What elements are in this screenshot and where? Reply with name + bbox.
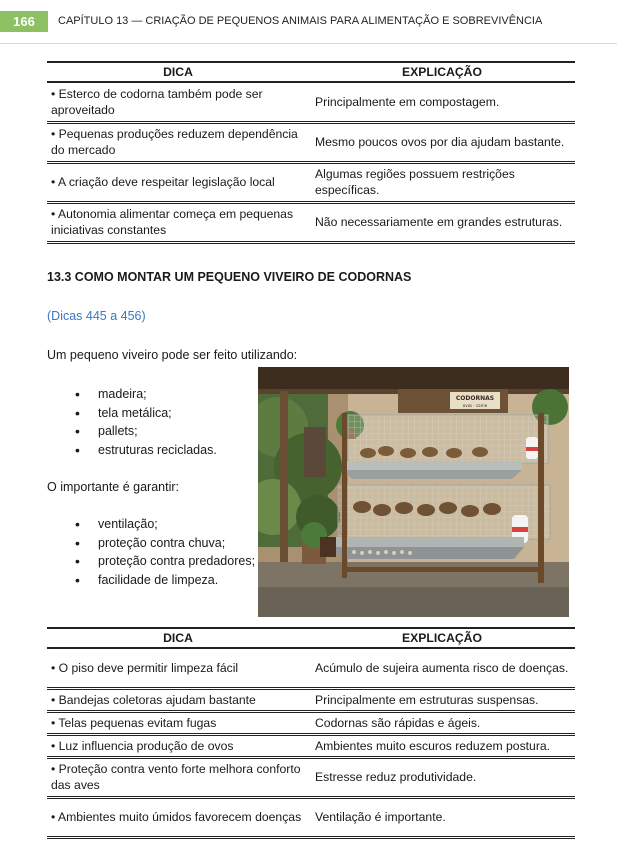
page-number: 166	[0, 11, 48, 32]
column-header-explanation: EXPLICAÇÃO	[309, 628, 575, 648]
explanation-cell: Estresse reduz produtividade.	[309, 757, 575, 797]
photo-illustration	[258, 367, 569, 617]
table-row	[47, 82, 575, 122]
table-row	[47, 757, 575, 797]
list-item: • tela metálica;	[75, 404, 217, 423]
table-row	[47, 734, 575, 757]
explanation-cell: Algumas regiões possuem restrições específicas.	[309, 162, 575, 202]
table-header-row	[47, 62, 575, 82]
requirements-list	[75, 515, 257, 589]
chapter-title: CAPÍTULO 13 — CRIAÇÃO DE PEQUENOS ANIMAIS PARA ALIMENTAÇÃO E SOBREVIVÊNCIA	[58, 15, 543, 27]
list-item: • pallets;	[75, 422, 217, 441]
table-row	[47, 711, 575, 734]
page-header	[0, 0, 617, 44]
tip-cell: • Autonomia alimentar começa em pequenas iniciativas constantes	[47, 202, 309, 242]
table-row	[47, 162, 575, 202]
column-header-tip: DICA	[47, 62, 309, 82]
tip-cell: • Pequenas produções reduzem dependência do mercado	[47, 122, 309, 162]
explanation-cell: Acúmulo de sujeira aumenta risco de doenças.	[309, 648, 575, 688]
explanation-cell: Principalmente em estruturas suspensas.	[309, 688, 575, 711]
tip-cell: • A criação deve respeitar legislação local	[47, 162, 309, 202]
table-row	[47, 202, 575, 242]
materials-list	[75, 385, 217, 459]
tips-table-2	[47, 627, 575, 839]
list-item: • facilidade de limpeza.	[75, 571, 257, 590]
column-header-tip: DICA	[47, 628, 309, 648]
tip-cell: • Bandejas coletoras ajudam bastante	[47, 688, 309, 711]
explanation-cell: Principalmente em compostagem.	[309, 82, 575, 122]
tip-cell: • Telas pequenas evitam fugas	[47, 711, 309, 734]
list-item: • ventilação;	[75, 515, 257, 534]
explanation-cell: Não necessariamente em grandes estruturas.	[309, 202, 575, 242]
explanation-cell: Codornas são rápidas e ágeis.	[309, 711, 575, 734]
tip-cell: • Proteção contra vento forte melhora conforto das aves	[47, 757, 309, 797]
table-row	[47, 648, 575, 688]
explanation-cell: Ventilação é importante.	[309, 797, 575, 837]
column-header-explanation: EXPLICAÇÃO	[309, 62, 575, 82]
tip-cell: • O piso deve permitir limpeza fácil	[47, 648, 309, 688]
list-item: • proteção contra chuva;	[75, 534, 257, 553]
explanation-cell: Ambientes muito escuros reduzem postura.	[309, 734, 575, 757]
list-item: • proteção contra predadores;	[75, 552, 257, 571]
section-title: 13.3 COMO MONTAR UM PEQUENO VIVEIRO DE CODORNAS	[47, 270, 412, 284]
table-row	[47, 688, 575, 711]
tip-cell: • Luz influencia produção de ovos	[47, 734, 309, 757]
coop-sign-text: CODORNAS	[455, 395, 495, 402]
coop-sign-subtext: ovos · carne	[462, 403, 488, 408]
tip-cell: • Ambientes muito úmidos favorecem doenças	[47, 797, 309, 837]
list-item: • madeira;	[75, 385, 217, 404]
tip-cell: • Esterco de codorna também pode ser aproveitado	[47, 82, 309, 122]
quail-coop-photo	[258, 367, 569, 617]
tips-range: (Dicas 445 a 456)	[47, 309, 146, 323]
tips-table-1	[47, 61, 575, 244]
table-header-row	[47, 628, 575, 648]
explanation-cell: Mesmo poucos ovos por dia ajudam bastante.	[309, 122, 575, 162]
table-row	[47, 797, 575, 837]
table-row	[47, 122, 575, 162]
list-item: • estruturas recicladas.	[75, 441, 217, 460]
important-intro: O importante é garantir:	[47, 480, 180, 494]
intro-text: Um pequeno viveiro pode ser feito utilizando:	[47, 348, 298, 362]
